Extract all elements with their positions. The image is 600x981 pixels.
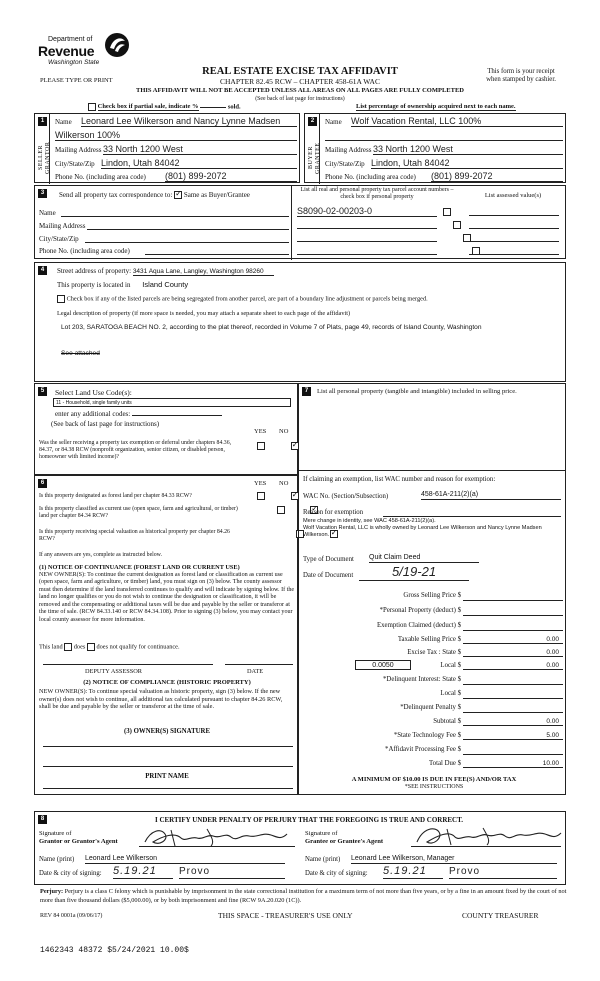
s3-phone-label: Phone No. (including area code): [39, 247, 130, 255]
buyer-city[interactable]: Lindon, Utah 84042: [371, 158, 563, 169]
s5-yes-header: YES: [254, 428, 267, 435]
grantee-name-label: Name (print): [305, 856, 341, 863]
treasurer-space: THIS SPACE - TREASURER'S USE ONLY: [218, 911, 353, 920]
seller-side-label: SELLER GRANTOR: [38, 141, 51, 175]
does-not-label: does not: [96, 643, 118, 651]
wac-label: WAC No. (Section/Subsection): [303, 493, 389, 500]
doc-type-label: Type of Document: [303, 556, 354, 563]
seller-city-label: City/State/Zip: [55, 160, 95, 168]
seller-name-line2[interactable]: Wilkerson 100%: [55, 130, 297, 141]
tech-fee-value[interactable]: 5.00: [463, 732, 563, 740]
street-address[interactable]: 3431 Aqua Lane, Langley, Washington 98260: [133, 268, 274, 276]
taxable-value[interactable]: 0.00: [463, 636, 563, 644]
receipt-note-line1: This form is your receipt: [487, 68, 555, 75]
s3-name-label: Name: [39, 209, 56, 217]
buyer-side-label: BUYER GRANTEE: [308, 142, 321, 174]
s5-see-back: (See back of last page for instructions): [51, 420, 160, 428]
grantee-sig-label: Signature of: [305, 830, 338, 837]
grantee-agent-label: Grantee or Grantee's Agent: [305, 837, 384, 845]
buyer-city-label: City/State/Zip: [325, 160, 365, 168]
subtotal-value[interactable]: 0.00: [463, 718, 563, 726]
seller-name-label: Name: [55, 118, 72, 126]
tech-fee-label: *State Technology Fee $: [393, 732, 461, 739]
s6-q2: Is this property classified as current use (open space, farm and agricultural, or timber) land per chapter 84.34 RCW?: [39, 506, 238, 520]
section-6-number: 6: [38, 479, 47, 488]
sold-label: sold.: [227, 103, 241, 111]
receipt-note-line2: when stamped by cashier.: [486, 75, 556, 83]
parcel-2-personal-checkbox[interactable]: [453, 221, 461, 229]
logo-dept-line: Department of: [48, 36, 93, 43]
ownership-note: List percentage of ownership acquired next to each name.: [356, 103, 516, 110]
section-7-exemption-tax: [298, 383, 566, 795]
s6-if-yes: If any answers are yes, complete as instructed below.: [39, 552, 162, 558]
county-treasurer: COUNTY TREASURER: [462, 911, 539, 920]
parcel-header: List all real and personal property tax parcel account numbers – check box if personal property: [300, 187, 454, 200]
section-4-property: [34, 262, 566, 382]
form-see-back: (See back of last page for instructions): [255, 96, 345, 102]
parcel-number-1[interactable]: S8090-02-00203-0: [297, 206, 437, 217]
section-6-designation: [34, 475, 298, 795]
section-8-number: 8: [38, 815, 47, 824]
section-2-number: 2: [308, 117, 317, 126]
partial-sale-label: Check box if partial sale, indicate %: [97, 103, 199, 111]
buyer-phone[interactable]: (801) 899-2072: [431, 171, 563, 182]
s6-yes-header: YES: [254, 480, 267, 487]
assessor-date-label: DATE: [247, 668, 264, 675]
buyer-mailing[interactable]: 33 North 1200 West: [373, 144, 563, 155]
grantee-date[interactable]: 5.19.21: [383, 865, 443, 879]
county-value[interactable]: Island County: [142, 280, 189, 289]
wac-number[interactable]: 458-61A-211(2)(a): [421, 491, 561, 500]
section-4-number: 4: [38, 266, 47, 275]
buyer-phone-label: Phone No. (including area code): [325, 173, 416, 181]
print-name-label: PRINT NAME: [145, 773, 189, 780]
grantor-city[interactable]: Provo: [179, 866, 285, 879]
logo-state: Washington State: [48, 59, 100, 66]
assessed-header: List assessed value(s): [484, 192, 542, 199]
section-3-correspondence: [34, 185, 566, 259]
buyer-name[interactable]: Wolf Vacation Rental, LLC 100%: [351, 116, 563, 127]
excise-state-value[interactable]: 0.00: [463, 649, 563, 657]
dor-logo: [36, 30, 136, 70]
taxable-label: Taxable Selling Price $: [397, 636, 461, 643]
section-7-number: 7: [302, 387, 311, 396]
notice-1-title: (1) NOTICE OF CONTINUANCE (FOREST LAND OR CURRENT USE): [39, 564, 240, 571]
reason-line-1[interactable]: Mere change in identity, see WAC 458-61A-211(2)(a).: [303, 518, 436, 524]
send-to-label: Send all property tax correspondence to:: [59, 191, 173, 199]
section-8-signatures: [34, 811, 566, 885]
rev-number: REV 84 0001a (09/06/17): [40, 913, 103, 919]
seller-city[interactable]: Lindon, Utah 84042: [101, 158, 297, 169]
local-value[interactable]: 0.00: [463, 662, 563, 670]
section-5-number: 5: [38, 387, 47, 396]
section-1-number: 1: [38, 117, 47, 126]
seller-mailing[interactable]: 33 North 1200 West: [103, 144, 297, 155]
section-3-number: 3: [38, 189, 47, 198]
recording-stamp: 1462343 48372 $5/24/2021 10.00$: [40, 946, 189, 955]
s3-city-label: City/State/Zip: [39, 235, 79, 243]
form-title: REAL ESTATE EXCISE TAX AFFIDAVIT: [202, 66, 398, 77]
exemption-question: Was the seller receiving a property tax exemption or deferral under chapters 84.36, 84.37, or 84.38 RCW (nonprofit organization, senior citizen, or disabled person, homeowner with limited income)?: [39, 440, 232, 461]
section-5-land-use: [34, 383, 298, 475]
total-due-label: Total Due $: [429, 760, 461, 767]
delinquent-interest-label: *Delinquent Interest: State $: [383, 676, 461, 683]
this-land-label: This land: [39, 643, 63, 651]
land-does-not-checkbox[interactable]: [87, 643, 95, 651]
total-due-value[interactable]: 10.00: [463, 760, 563, 768]
grantor-date[interactable]: 5.19.21: [113, 865, 173, 879]
notice-2-title: (2) NOTICE OF COMPLIANCE (HISTORIC PROPERTY): [83, 679, 251, 686]
street-label: Street address of property:: [57, 267, 132, 275]
grantor-date-label: Date & city of signing:: [39, 870, 102, 877]
affidavit-fee-label: *Affidavit Processing Fee $: [385, 746, 461, 753]
additional-codes-label: enter any additional codes:: [55, 410, 131, 418]
grantee-signature: [413, 824, 563, 848]
personal-property-label: List all personal property (tangible and intangible) included in selling price.: [317, 388, 517, 395]
grantee-city[interactable]: Provo: [449, 866, 557, 879]
gross-label: Gross Selling Price $: [403, 592, 461, 599]
seller-mailing-label: Mailing Address: [55, 146, 102, 154]
local2-label: Local $: [440, 690, 461, 697]
parcel-1-personal-checkbox[interactable]: [443, 208, 451, 216]
s6-q2-yes[interactable]: [277, 506, 285, 514]
notice-1-body: NEW OWNER(S): To continue the current designation as forest land or classification as current use (open space, farm and agriculture, or timber) land, you must sign on (3) below. The county assessor must then determine if the land transferred continues to qualify and will indicate by signing below. If the land no longer qualifies or you do not wish to continue the designation or classification, it will be removed and the compensating or additional taxes will be due and payable by the seller or transferor at the time of sale. (RCW 84.33.140 or RCW 84.34.108). Prior to signing (3) below, you may contact your local county assessor for more information.: [39, 572, 295, 623]
s5-no-header: NO: [279, 428, 289, 435]
land-does-checkbox[interactable]: [64, 643, 72, 651]
grantee-name[interactable]: Leonard Lee Wilkerson, Manager: [351, 855, 557, 864]
seller-phone[interactable]: (801) 899-2072: [165, 171, 297, 182]
grantor-name[interactable]: Leonard Lee Wilkerson: [85, 855, 285, 864]
partial-sale-row: [88, 103, 548, 111]
grantor-agent-label: Grantor or Grantor's Agent: [39, 837, 118, 845]
same-as-buyer-label: Same as Buyer/Grantee: [183, 191, 250, 199]
s6-q1-yes[interactable]: [257, 492, 265, 500]
s3-mailing-label: Mailing Address: [39, 222, 86, 230]
segregated-checkbox[interactable]: [57, 295, 65, 303]
segregated-label: Check box if any of the listed parcels are being segregated from another parcel, are part of a boundary line adjustment or parcels being merged.: [66, 295, 428, 303]
buyer-name-label: Name: [325, 118, 342, 126]
qualify-label: qualify for continuance.: [119, 643, 180, 651]
excise-state-label: Excise Tax : State $: [407, 649, 461, 656]
s5-exemption-yes[interactable]: [257, 442, 265, 450]
s6-q1: Is this property designated as forest land per chapter 84.33 RCW?: [39, 493, 192, 499]
s6-no-header: NO: [279, 480, 289, 487]
form-chapter: CHAPTER 82.45 RCW – CHAPTER 458-61A WAC: [220, 77, 380, 86]
doc-date[interactable]: 5/19-21: [359, 565, 469, 581]
seller-phone-label: Phone No. (including area code): [55, 173, 146, 181]
section-1-seller: [34, 113, 300, 183]
dor-seal-icon: [104, 32, 130, 58]
certify-statement: I CERTIFY UNDER PENALTY OF PERJURY THAT THE FOREGOING IS TRUE AND CORRECT.: [154, 816, 463, 824]
does-label: does: [73, 643, 86, 651]
subtotal-label: Subtotal $: [433, 718, 461, 725]
legal-description[interactable]: Lot 203, SARATOGA BEACH NO. 2, according to the plat thereof, recorded in Volume 7 of Plats, page 49, records of Island County, Washington: [61, 324, 482, 331]
land-use-label: Select Land Use Code(s):: [55, 389, 152, 399]
local-label: Local $: [440, 662, 461, 669]
please-type: PLEASE TYPE OR PRINT: [40, 77, 113, 84]
grantee-date-label: Date & city of signing:: [305, 870, 368, 877]
exemption-claimed-label: Exemption Claimed (deduct) $: [377, 622, 461, 629]
located-label: This property is located in: [57, 281, 131, 289]
grantor-name-label: Name (print): [39, 856, 75, 863]
same-as-buyer-checkbox[interactable]: [174, 191, 182, 199]
see-instructions: *SEE INSTRUCTIONS: [404, 784, 464, 790]
section-2-buyer: [304, 113, 566, 183]
grantor-signature: [141, 826, 291, 848]
perjury-label: Perjury:: [40, 888, 64, 895]
personal-deduct-label: *Personal Property (deduct) $: [379, 607, 461, 614]
perjury-text: Perjury is a class C felony which is punishable by imprisonment in the state correctional institution for a maximum term of not more than five years, or by a fine in an amount fixed by the court of not more than five thousand dollars ($5,000.00), or by both imprisonment and fine (RCW 9A.20.020 (1C)).: [40, 888, 567, 904]
reason-label: Reason for exemption: [303, 509, 364, 516]
deputy-assessor-label: DEPUTY ASSESSOR: [85, 668, 142, 675]
buyer-mailing-label: Mailing Address: [325, 146, 372, 154]
minimum-due-note: A MINIMUM OF $10.00 IS DUE IN FEE(S) AND/OR TAX: [351, 776, 517, 783]
reason-line-2[interactable]: Wolf Vacation Rental, LLC is wholly owned by Leonard Lee Wilkerson and Nancy Lynne Madsen Wilkerson.: [303, 525, 542, 538]
exemption-instruction: If claiming an exemption, list WAC number and reason for exemption:: [303, 476, 496, 483]
perjury-notice: [40, 888, 570, 905]
owner-signature-label: (3) OWNER(S) SIGNATURE: [124, 728, 210, 735]
form-notice: THIS AFFIDAVIT WILL NOT BE ACCEPTED UNLESS ALL AREAS ON ALL PAGES ARE FULLY COMPLETED: [136, 87, 464, 94]
notice-2-body: NEW OWNER(S): To continue special valuation as historic property, sign (3) below. If the new owner(s) does not wish to continue, all additional tax calculated pursuant to chapter 84.26 RCW, shall be due and payable by the seller or transferor at the time of sale.: [39, 688, 283, 711]
delinquent-penalty-label: *Delinquent Penalty $: [400, 704, 461, 711]
logo-revenue: Revenue: [38, 43, 95, 59]
grantor-sig-label: Signature of: [39, 830, 72, 837]
s6-q3: Is this property receiving special valuation as historical property per chapter 84.26 RCW?: [39, 529, 230, 543]
doc-type[interactable]: Quit Claim Deed: [369, 554, 479, 563]
legal-description-label: Legal description of property (if more space is needed, you may attach a separate sheet to each page of the affidavit): [57, 310, 351, 317]
local-rate-field[interactable]: 0.0050: [355, 660, 411, 670]
land-use-code-select[interactable]: 11 - Household, single family units: [53, 398, 291, 407]
doc-date-label: Date of Document: [303, 572, 354, 579]
seller-name[interactable]: Leonard Lee Wilkerson and Nancy Lynne Madsen: [81, 116, 297, 127]
receipt-note: [466, 68, 576, 84]
see-attached: See attached: [61, 350, 100, 357]
partial-sale-checkbox[interactable]: [88, 103, 96, 111]
